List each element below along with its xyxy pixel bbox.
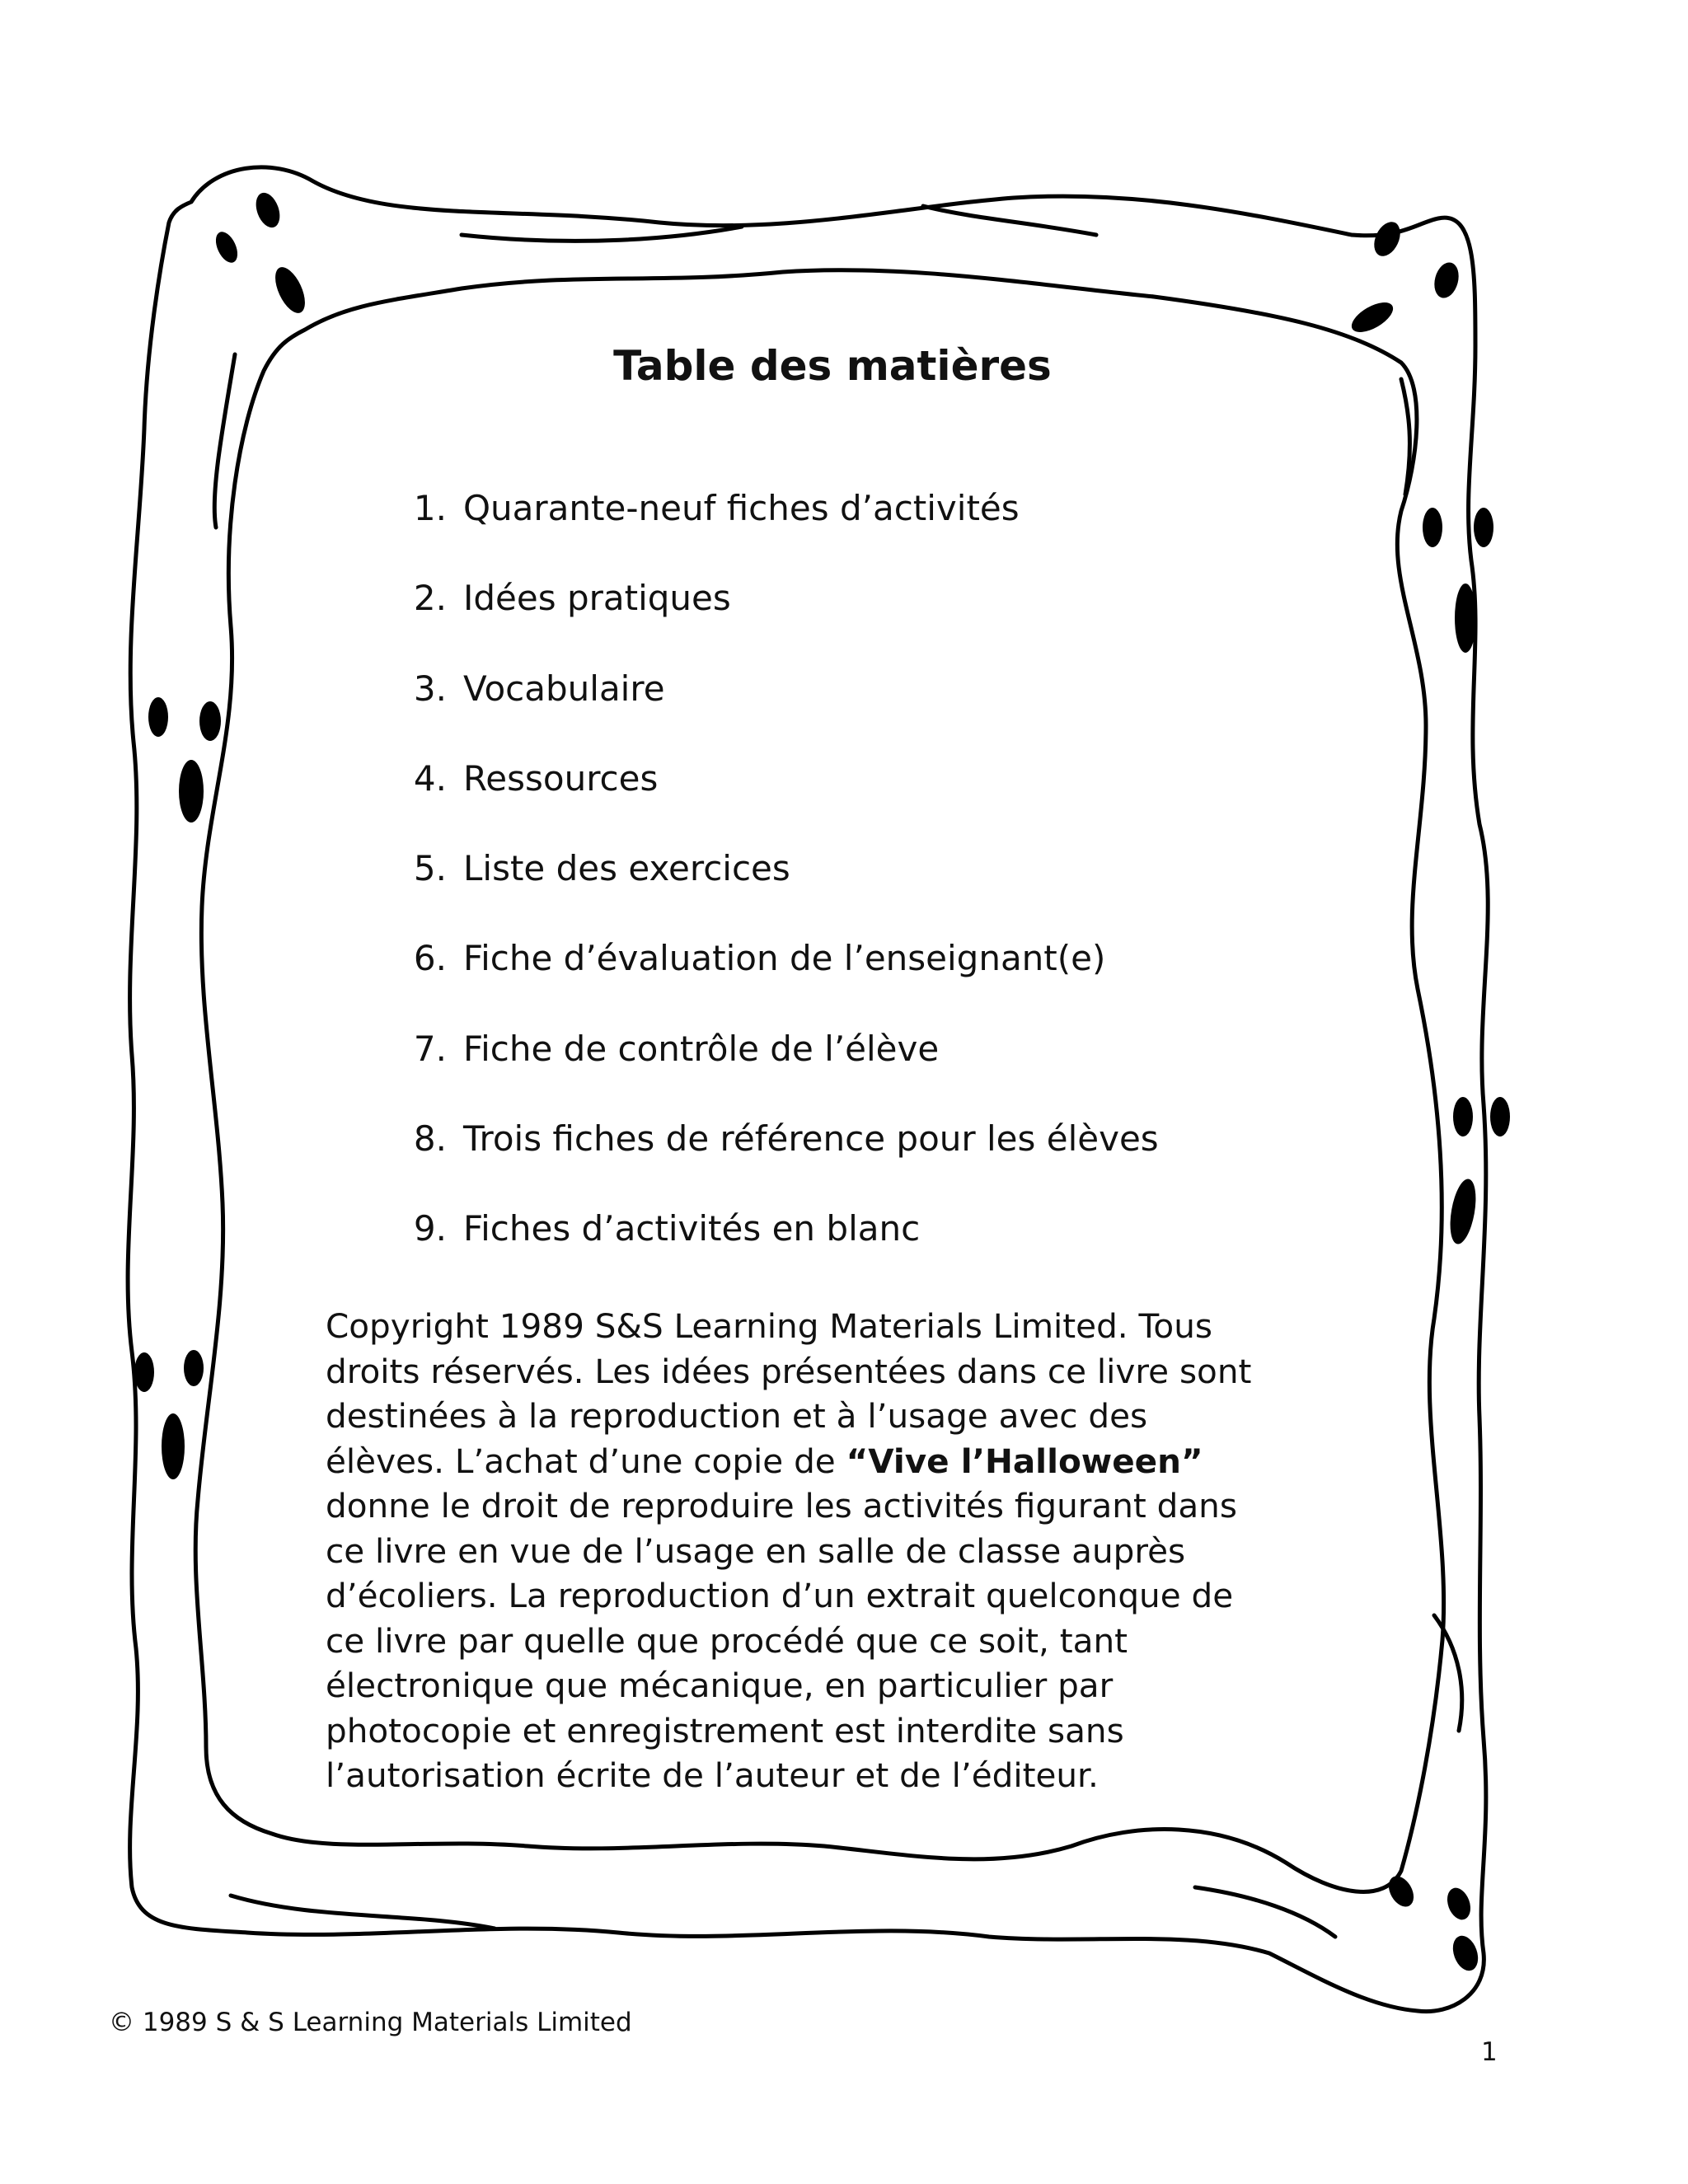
toc-label: Quarante-neuf fiches d’activités: [463, 488, 1020, 528]
copyright-line: droits réservés. Les idées présentées dans ce livre sont: [326, 1351, 1252, 1391]
ghost-mouth: [1347, 297, 1397, 339]
frame-wave-bottom-2: [1195, 1887, 1335, 1937]
toc-number: 7.: [413, 1028, 447, 1069]
toc-entry: [387, 1029, 1159, 1118]
frame-wave-bottom: [231, 1896, 495, 1929]
frame-wave-right: [1401, 379, 1409, 494]
toc-label: Idées pratiques: [463, 578, 731, 619]
ghost-mouth: [162, 1413, 185, 1479]
toc-entry: [387, 848, 1159, 938]
ghost-mouth: [179, 760, 204, 823]
ghost-eye: [184, 1350, 204, 1386]
toc-entry: [387, 758, 1159, 848]
ghost-mouth: [270, 263, 312, 317]
table-of-contents: [387, 488, 1159, 1299]
copyright-line: électronique que mécanique, en particulier par: [326, 1666, 1114, 1705]
toc-label: Vocabulaire: [463, 668, 665, 709]
toc-entry: [387, 938, 1159, 1028]
ghost-eye: [212, 228, 242, 266]
toc-entry: [387, 578, 1159, 668]
ghost-mouth: [1446, 1177, 1479, 1246]
ghost-eye: [1474, 508, 1493, 547]
ghost-mouth: [1455, 583, 1476, 653]
copyright-line: l’autorisation écrite de l’auteur et de l’éditeur.: [326, 1755, 1099, 1795]
toc-label: Fiche de contrôle de l’élève: [463, 1028, 940, 1069]
ghost-eye: [134, 1352, 154, 1392]
page-title: Table des matières: [613, 342, 1052, 390]
toc-label: Fiches d’activités en blanc: [463, 1208, 921, 1249]
toc-entry: [387, 488, 1159, 578]
page-number: 1: [1481, 2037, 1498, 2067]
toc-label: Liste des exercices: [463, 848, 790, 889]
toc-label: Trois fiches de référence pour les élèves: [463, 1118, 1159, 1160]
frame-wave-top-2: [923, 206, 1096, 235]
ghost-eye: [1431, 260, 1462, 301]
toc-label: Fiche d’évaluation de l’enseignant(e): [463, 938, 1106, 979]
ghost-eye: [148, 697, 168, 737]
toc-entry: [387, 1118, 1159, 1208]
copyright-line: ce livre par quelle que procédé que ce soit, tant: [326, 1620, 1128, 1661]
toc-number: 8.: [413, 1118, 447, 1160]
toc-number: 5.: [413, 848, 447, 889]
toc-label: Ressources: [463, 757, 659, 799]
book-title: “Vive l’Halloween”: [846, 1441, 1203, 1481]
toc-number: 4.: [413, 757, 447, 799]
ghost-eye: [1423, 508, 1442, 547]
copyright-line: Copyright 1989 S&S Learning Materials Limited. Tous: [326, 1306, 1212, 1346]
footer-copyright: © 1989 S & S Learning Materials Limited: [109, 2008, 632, 2037]
toc-number: 6.: [413, 938, 447, 979]
ghost-eye: [251, 190, 284, 231]
toc-entry: [387, 1208, 1159, 1298]
ghost-eye: [1369, 218, 1405, 260]
toc-number: 1.: [413, 488, 447, 528]
ghost-mouth: [1448, 1933, 1482, 1975]
copyright-line: donne le droit de reproduire les activités figurant dans: [326, 1486, 1237, 1526]
copyright-line: d’écoliers. La reproduction d’un extrait quelconque de: [326, 1576, 1234, 1615]
copyright-notice: [326, 1304, 1323, 1798]
ghost-eye: [1384, 1872, 1419, 1911]
toc-number: 9.: [413, 1208, 447, 1249]
copyright-line: élèves. L’achat d’une copie de: [326, 1441, 846, 1481]
copyright-line: ce livre en vue de l’usage en salle de classe auprès: [326, 1530, 1186, 1571]
toc-number: 2.: [413, 578, 447, 619]
ghost-eye: [1453, 1097, 1473, 1137]
ghost-eye: [199, 701, 221, 741]
ghost-eye: [1443, 1885, 1475, 1923]
copyright-line: destinées à la reproduction et à l’usage avec des: [326, 1396, 1148, 1436]
toc-entry: [387, 668, 1159, 758]
toc-number: 3.: [413, 668, 447, 709]
copyright-line: photocopie et enregistrement est interdite sans: [326, 1710, 1124, 1750]
frame-wave-top: [462, 227, 742, 241]
ghost-eye: [1490, 1097, 1510, 1137]
